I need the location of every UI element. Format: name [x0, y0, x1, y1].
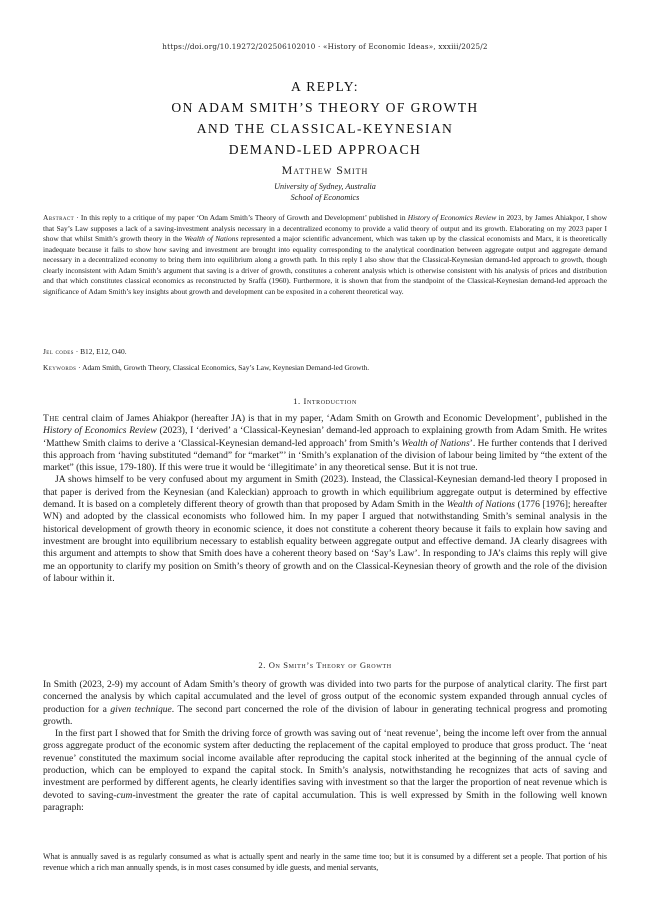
jel-separator: · — [73, 347, 81, 356]
keywords-label: Keywords — [43, 363, 77, 372]
paragraph — [43, 728, 607, 814]
affiliation — [0, 181, 650, 203]
abstract-label: Abstract — [43, 213, 75, 222]
paragraph — [43, 679, 607, 728]
paragraph-text: -investment the greater the rate of capital accumulation. This is well expressed by Smith in the following well known paragraph: — [43, 789, 607, 813]
keywords-separator: · — [76, 363, 83, 372]
author-name: Matthew Smith — [281, 163, 369, 177]
section-heading-smith-growth: 2. On Smith’s Theory of Growth — [258, 660, 392, 670]
jel-codes — [43, 347, 607, 357]
section-smith-growth-body — [43, 679, 607, 814]
work-title: Wealth of Nations — [401, 437, 470, 449]
abstract — [43, 213, 607, 297]
section-heading-introduction: 1. Introduction — [293, 396, 357, 406]
title-line: DEMAND-LED APPROACH — [228, 142, 422, 157]
emphasis: given technique — [110, 703, 172, 715]
paragraph-text: . The second part concerned the role of the division of labour in generating technical progress and promoting growth. — [43, 703, 608, 727]
title-line: A REPLY: — [291, 79, 359, 94]
abstract-separator: · — [74, 213, 81, 222]
title-line: AND THE CLASSICAL-KEYNESIAN — [196, 121, 454, 136]
article-title — [60, 76, 590, 160]
keywords — [43, 363, 607, 373]
paragraph-text: (1776 [1976]; hereafter WN) and adopted by the classical economists who followed him. In my paper I argued that notwithstanding Smith’s seminal analysis in the historical development of growth theory in economic science, it does not constitute a coherent theory because it fails to explain how saving and investment are brought into equilibrium necessary to establish equality between aggregate output and effective demand. JA clearly disagrees with this argument and attempts to show that Smith does have a coherent theory based on ‘Say’s Law’. In responding to JA’s claims this reply will give me an opportunity to clarify my position on Smith’s theory of growth and on the Classical-Keynesian theory of growth and the role of the division of labour within it. — [43, 499, 608, 584]
keywords-values: Adam Smith, Growth Theory, Classical Economics, Say’s Law, Keynesian Demand-led Growth. — [82, 363, 370, 372]
affiliation-university: University of Sydney, Australia — [274, 182, 376, 191]
section-introduction-body — [43, 413, 607, 585]
abstract-work-title: Wealth of Nations — [184, 234, 239, 244]
block-quote: What is annually saved is as regularly consumed as what is actually spent and nearly in the same time too; but it is consumed by a different set a people. That portion of his revenue which a rich man annually spends, is in most cases consumed by idle guests, and menial servants, — [43, 852, 607, 872]
abstract-text: in 2023, by James Ahiakpor, I show that Say’s Law supposes a lack of a saving-investment analysis necessary in a decentralized economy to provide a valid theory of output and its growth. Elaborating on my 2023 paper I show that whilst Smith’s growth theory in the — [43, 213, 607, 244]
paragraph — [43, 474, 607, 585]
jel-label: Jel codes — [43, 347, 74, 356]
journal-title: History of Economics Review — [43, 425, 157, 437]
paragraph-text: (2023), I ‘derived’ a ‘Classical-Keynesian’ demand-led approach to explaining growth from Adam Smith. He writes ‘Matthew Smith claims to derive a ‘Classical-Keynesian demand-led approach’ from Smith’s — [43, 425, 607, 449]
paragraph-text: In the first part I showed that for Smith the driving force of growth was saving out of ‘neat revenue’, being the income left over from the annual gross aggregate product of the economic system after deducting the replacement of the capital employed to produce that gross product. The ‘neat revenue’ constituted the maximum social income available after reproducing the capital stock inherited at the beginning of the annual cycle of production, which can be employed to expand the capital stock. In Smith’s analysis, notwithstanding he recognizes that acts of saving and investment are performed by different agents, he clearly identifies saving with investment so that the larger the proportion of neat revenue which is devoted to saving- — [43, 728, 607, 801]
paragraph-lead: The — [43, 413, 60, 424]
paragraph-text: JA shows himself to be very confused about my argument in Smith (2023). Instead, the Classical-Keynesian demand-led theory I proposed in that paper is derived from the Keynesian (and Kaleckian) approach to growth in which equilibrium aggregate output is determined by effective demand. It is based on a completely different theory of growth than that proposed by Adam Smith in the — [43, 474, 607, 511]
affiliation-school: School of Economics — [290, 193, 360, 202]
title-line: ON ADAM SMITH’S THEORY OF GROWTH — [171, 100, 479, 115]
paragraph-text: central claim of James Ahiakpor (hereafter JA) is that in my paper, ‘Adam Smith on Growth and Economic Development’, published in the — [59, 413, 607, 424]
running-head: https://doi.org/10.19272/202506102010 · «History of Economic Ideas», xxxiii/2025/2 — [162, 42, 488, 51]
emphasis: cum — [116, 789, 133, 801]
paragraph — [43, 413, 607, 474]
paragraph-text: ’. He further contends that I derived this approach from ‘having substituted “demand” for “market”’ in ‘Smith’s explanation of the division of labour being limited by “the extent of the market” (this issue, 179-180). If this were true it would be ‘illegitimate’ in any theoretical sense. But it is not true. — [43, 437, 607, 474]
work-title: Wealth of Nations — [446, 499, 516, 511]
abstract-text: represented a major scientific advancement, which was taken up by the classical economists and Marx, it is theoretically inadequate because it fails to show how saving and investment are brought into equality corresponding to the analytical coordination between aggregate output and aggregate demand necessary in a decentralized economy to bring them into equilibrium along a growth path. In this reply I also show that the Classical-Keynesian demand-led approach to growth, though clearly inconsistent with Adam Smith’s argument that saving is a driver of growth, constitutes a coherent analysis which is otherwise consistent with his analysis of prices and distribution and that which constitutes classical economics as reconstructed by Sraffa (1960). Furthermore, it is shown that from the standpoint of the Classical-Keynesian demand-led approach the significance of Adam Smith’s key insights about growth and development can be exposited in a coherent theoretical way. — [43, 234, 608, 296]
abstract-journal: History of Economics Review — [407, 213, 497, 222]
paragraph-text: In Smith (2023, 2-9) my account of Adam Smith’s theory of growth was divided into two parts for the purpose of analytical clarity. The first part concerned the analysis by which capital accumulated and the level of gross output of the economic system expanded through annual cycles of production for a — [43, 679, 607, 715]
abstract-text: In this reply to a critique of my paper ‘On Adam Smith’s Theory of Growth and Development’ published in — [80, 213, 408, 222]
jel-values: B12, E12, O40. — [80, 347, 127, 356]
